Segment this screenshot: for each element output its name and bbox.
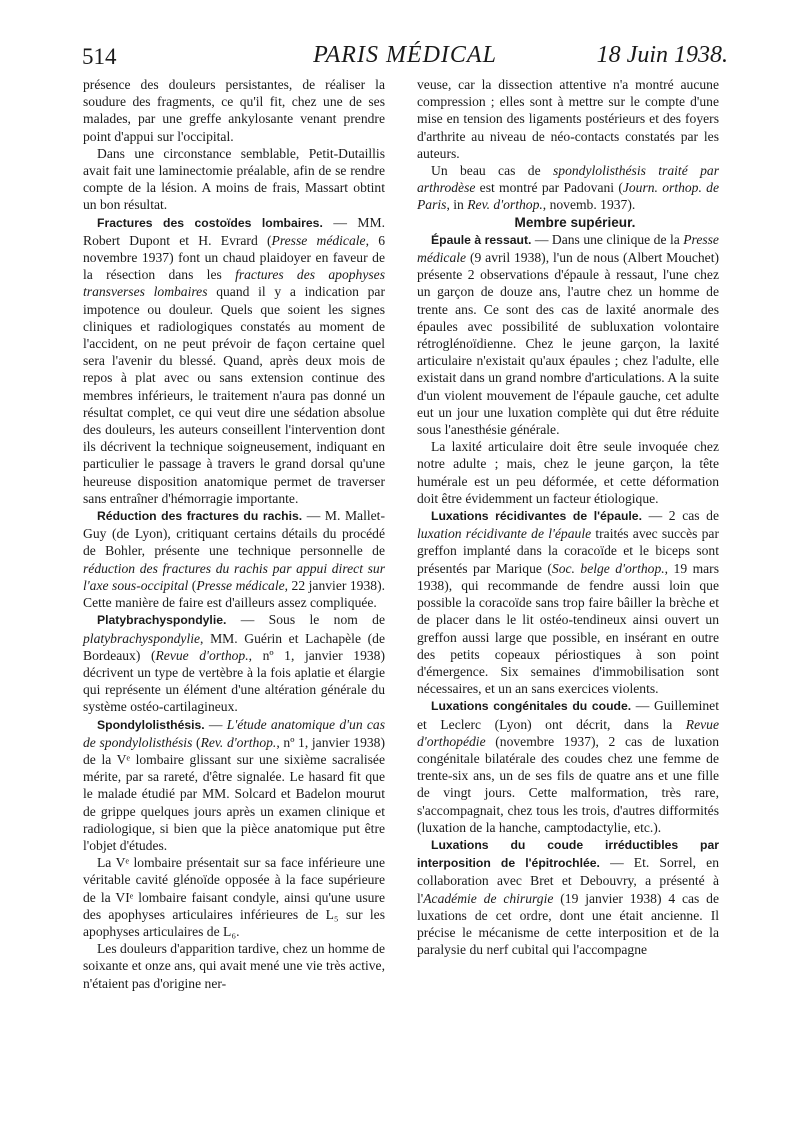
left-column: [83, 76, 385, 992]
paragraph: Épaule à ressaut. — Dans une clinique de la Presse médicale (9 avril 1938), l'un de nous (Albert Mouchet) présente 2 observations d'épaule à ressaut, l'une chez un garçon de douze ans, l'autre chez un homme de trente ans. Ce sont des cas de laxité anormale des épaules avec possibilité de subluxation volontaire rétroglénoïdienne. Chez le jeune garçon, la laxité articulaire n'existait qu'aux épaules ; chez l'adulte, elle existait dans un grand nombre d'articulations. A la suite d'un violent mouvement de l'épaule gauche, cet adulte eut un jour une luxation complète qui dut être réduite sous l'anesthésie générale.: [417, 231, 719, 438]
issue-date: 18 Juin 1938.: [596, 42, 728, 68]
journal-title: PARIS MÉDICAL: [313, 42, 497, 68]
running-header: [82, 36, 728, 76]
paragraph: La laxité articulaire doit être seule invoquée chez notre adulte ; mais, chez le jeune garçon, la tête humérale est un peu déformée, et cette déformation doit être évidemment un facteur étiologique.: [417, 439, 719, 506]
paragraph: présence des douleurs persistantes, de réaliser la soudure des fragments, ce qu'il fit, chez une de ses malades, par une greffe ankylosante venant prendre point d'appui sur l'occipital.: [83, 77, 385, 144]
paragraph: Un beau cas de spondylolisthésis traité par arthrodèse est montré par Padovani (Journ. orthop. de Paris, in Rev. d'orthop., novemb. 1937).: [417, 163, 719, 213]
paragraph: Réduction des fractures du rachis. — M. Mallet-Guy (de Lyon), critiquant certains détails du procédé de Bohler, présente une technique personnelle de réduction des fractures du rachis par appui direct sur l'axe sous-occipital (Presse médicale, 22 janvier 1938). Cette manière de faire est d'ailleurs assez compliquée.: [83, 508, 385, 611]
paragraph: Luxations congénitales du coude. — Guilleminet et Leclerc (Lyon) ont décrit, dans la Revue d'orthopédie (novembre 1937), 2 cas de luxation congénitale bilatérale des coudes chez une femme de trente-six ans, un de ses fils de quatre ans et une fille de vingt jours. Cette malformation, très rare, s'accompagnait, chez tous les trois, d'autres difformités (luxation de la hanche, camptodactylie, etc.).: [417, 698, 719, 835]
section-heading: Spondylolisthésis.: [97, 717, 205, 732]
paragraph: veuse, car la dissection attentive n'a montré aucune compression ; elles sont à mettre sur le compte d'une mise en tension des ligaments postérieurs et des foyers d'arthrite au niveau de néo-contacts constatés par les auteurs.: [417, 77, 719, 161]
right-column: [417, 76, 719, 958]
paragraph: Luxations récidivantes de l'épaule. — 2 cas de luxation récidivante de l'épaule traités avec succès par greffon implanté dans la coracoïde et le biceps sont présentés par Marique (Soc. belge d'orthop., 19 mars 1938), qui recommande de fendre aussi loin que possible la coracoïde sans trop faire bâiller la brèche et de placer dans le lit ostéo-tendineux ainsi ouvert un greffon aussi large que possible, en insérant en outre des petits copeaux périostiques à son point d'émergence. Six semaines d'immobilisation sont nécessaires, et un an sans exercices violents.: [417, 508, 719, 697]
section-heading: Luxations du coude irréductibles par interposition de l'épitrochlée.: [417, 837, 719, 871]
paragraph: Platybrachyspondylie. — Sous le nom de platybrachyspondylie, MM. Guérin et Lachapèle (de Bordeaux) (Revue d'orthop., nº 1, janvier 1938) décrivent un type de vertèbre à la fois aplatie et élargie qui représente un élément d'une altération générale du système ostéo-cartilagineux.: [83, 612, 385, 715]
paragraph: Spondylolisthésis. — L'étude anatomique d'un cas de spondylolisthésis (Rev. d'orthop., nº 1, janvier 1938) de la Vᵉ lombaire glissant sur une sixième sacralisée mérite, par sa rareté, d'être signalée. Le hasard fit que le malade étudié par MM. Solcard et Badelon mourut de grippe quelques jours après un examen clinique et radiologique, si bien que la pièce anatomique put être l'objet d'études.: [83, 716, 386, 853]
section-heading: Platybrachyspondylie.: [97, 613, 227, 628]
section-heading: Luxations récidivantes de l'épaule.: [431, 509, 642, 524]
paragraph: Luxations du coude irréductibles par interposition de l'épitrochlée. — Et. Sorrel, en collaboration avec Bret et Debouvry, a présenté à l'Académie de chirurgie (19 janvier 1938) 4 cas de luxations de cet ordre, dont une était ancienne. Il précise le mécanisme de cette interposition et de la paralysie du nerf cubital qui l'accompagne: [417, 837, 719, 958]
page-number: 514: [82, 44, 117, 69]
section-heading: Réduction des fractures du rachis.: [97, 509, 303, 524]
paragraph: La Vᵉ lombaire présentait sur sa face inférieure une véritable cavité glénoïde opposée à la face supérieure de la VIᵉ lombaire faisant condyle, ainsi qu'une usure des apophyses articulaires inférieures de L₅ sur les apophyses articulaires de L₆.: [83, 855, 385, 939]
paragraph: Dans une circonstance semblable, Petit-Dutaillis avait fait une laminectomie préalable, afin de se rendre compte de la lésion. A moins de frais, Massart obtint un bon résultat.: [83, 145, 385, 213]
section-heading: Luxations congénitales du coude.: [431, 699, 632, 714]
section-heading: Épaule à ressaut.: [431, 232, 532, 247]
section-heading: Fractures des costoïdes lombaires.: [97, 215, 323, 230]
paragraph: Les douleurs d'apparition tardive, chez un homme de soixante et onze ans, qui avait mené une vie très active, n'étaient pas d'origine ner-: [83, 941, 385, 991]
section-title: Membre supérieur.: [514, 214, 636, 230]
paragraph: Fractures des costoïdes lombaires. — MM. Robert Dupont et H. Evrard (Presse médicale, 6 novembre 1937) font un chaud plaidoyer en faveur de la résection dans les fractures des apophyses transverses lombaires quand il y a indication par impotence ou douleur. Quels que soient les signes cliniques et radiologiques constatés au moment de l'accident, on ne peut prévoir de façon certaine quel sera l'avenir du blessé. Quand, après deux mois de repos à plat avec ou sans extension continue des membres inférieurs, le traitement n'aura pas donné un résultat complet, ce qui veut dire une sédation absolue des douleurs, les auteurs conseillent l'intervention dont ils décrivent la technique soigneusement, indiquant en particulier le passage à travers le grand dorsal qu'une heureuse disposition anatomique permet de traverser sans entraîner d'hémorragie importante.: [83, 214, 386, 506]
